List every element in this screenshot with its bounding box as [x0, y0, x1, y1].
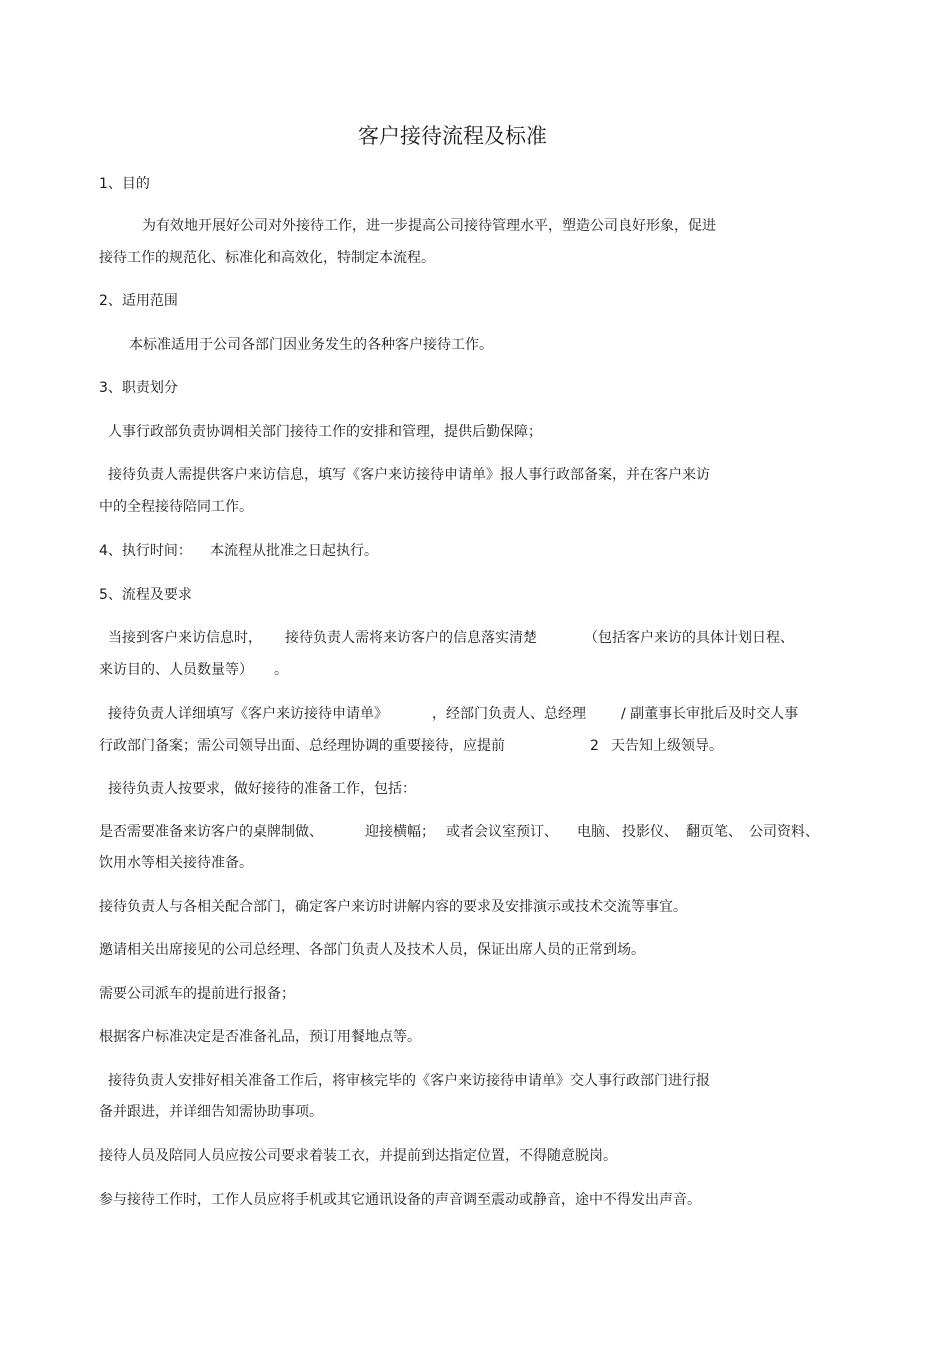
- section-5-f-line: 邀请相关出席接见的公司总经理、各部门负责人及技术人员，保证出席人员的正常到场。: [99, 942, 645, 958]
- section-5-d-segment-6: 翻页笔、: [686, 824, 742, 840]
- section-1-heading: 1、目的: [99, 176, 150, 192]
- section-5-i-line-2: 备并跟进，并详细告知需协助事项。: [99, 1104, 323, 1120]
- section-5-d-segment-8: 饮用水等相关接待准备。: [99, 855, 253, 871]
- section-5-b-segment-3: / 副董事长审批后及时交人事: [621, 706, 799, 722]
- section-5-d-segment-4: 电脑、: [577, 824, 619, 840]
- section-4-heading: 4、执行时间：: [99, 543, 192, 559]
- section-5-j-line: 接待人员及陪同人员应按公司要求着装工衣，并提前到达指定位置，不得随意脱岗。: [99, 1148, 617, 1164]
- section-5-a-segment-3: （包括客户来访的具体计划日程、: [584, 630, 794, 646]
- section-5-heading: 5、流程及要求: [99, 587, 192, 603]
- section-4-text: 本流程从批准之日起执行。: [210, 543, 378, 559]
- section-5-c-line: 接待负责人按要求，做好接待的准备工作，包括：: [108, 781, 416, 797]
- section-5-a-segment-2: 接待负责人需将来访客户的信息落实清楚: [285, 630, 537, 646]
- section-5-b-segment-4: 行政部门备案；需公司领导出面、总经理协调的重要接待，应提前: [99, 738, 505, 754]
- section-5-k-line: 参与接待工作时，工作人员应将手机或其它通讯设备的声音调至震动或静音，途中不得发出声音。: [99, 1192, 701, 1208]
- section-5-h-line: 根据客户标准决定是否准备礼品，预订用餐地点等。: [99, 1029, 421, 1045]
- page-title: 客户接待流程及标准: [358, 124, 547, 148]
- section-3-item-2-line-1: 接待负责人需提供客户来访信息，填写《客户来访接待申请单》报人事行政部备案，并在客户来访: [108, 467, 710, 483]
- section-5-d-segment-3: 或者会议室预订、: [446, 824, 558, 840]
- section-5-b-segment-1: 接待负责人详细填写《客户来访接待申请单》: [108, 706, 388, 722]
- section-5-e-line: 接待负责人与各相关配合部门，确定客户来访时讲解内容的要求及安排演示或技术交流等事宜。: [99, 899, 687, 915]
- section-2-heading: 2、适用范围: [99, 293, 178, 309]
- section-5-b-segment-6: 天告知上级领导。: [611, 738, 723, 754]
- section-1-paragraph-line-1: 为有效地开展好公司对外接待工作，进一步提高公司接待管理水平，塑造公司良好形象，促进: [142, 218, 716, 234]
- section-5-g-line: 需要公司派车的提前进行报备；: [99, 986, 295, 1002]
- section-1-paragraph-line-2: 接待工作的规范化、标准化和高效化，特制定本流程。: [99, 250, 435, 266]
- section-2-paragraph: 本标准适用于公司各部门因业务发生的各种客户接待工作。: [129, 337, 493, 353]
- section-3-item-1: 人事行政部负责协调相关部门接待工作的安排和管理，提供后勤保障；: [108, 424, 542, 440]
- section-5-b-segment-2: ，经部门负责人、总经理: [432, 706, 586, 722]
- section-5-b-segment-5: 2: [590, 738, 599, 754]
- section-5-a-segment-5: 。: [274, 662, 288, 678]
- section-5-d-segment-1: 是否需要准备来访客户的桌牌制做、: [99, 824, 323, 840]
- section-5-d-segment-5: 投影仪、: [622, 824, 678, 840]
- section-5-d-segment-2: 迎接横幅；: [365, 824, 435, 840]
- section-5-a-segment-4: 来访目的、人员数量等）: [99, 662, 253, 678]
- section-3-heading: 3、职责划分: [99, 380, 178, 396]
- section-5-i-line-1: 接待负责人安排好相关准备工作后，将审核完毕的《客户来访接待申请单》交人事行政部门进行报: [108, 1073, 710, 1089]
- section-5-d-segment-7: 公司资料、: [749, 824, 819, 840]
- section-3-item-2-line-2: 中的全程接待陪同工作。: [99, 499, 253, 515]
- section-5-a-segment-1: 当接到客户来访信息时，: [108, 630, 262, 646]
